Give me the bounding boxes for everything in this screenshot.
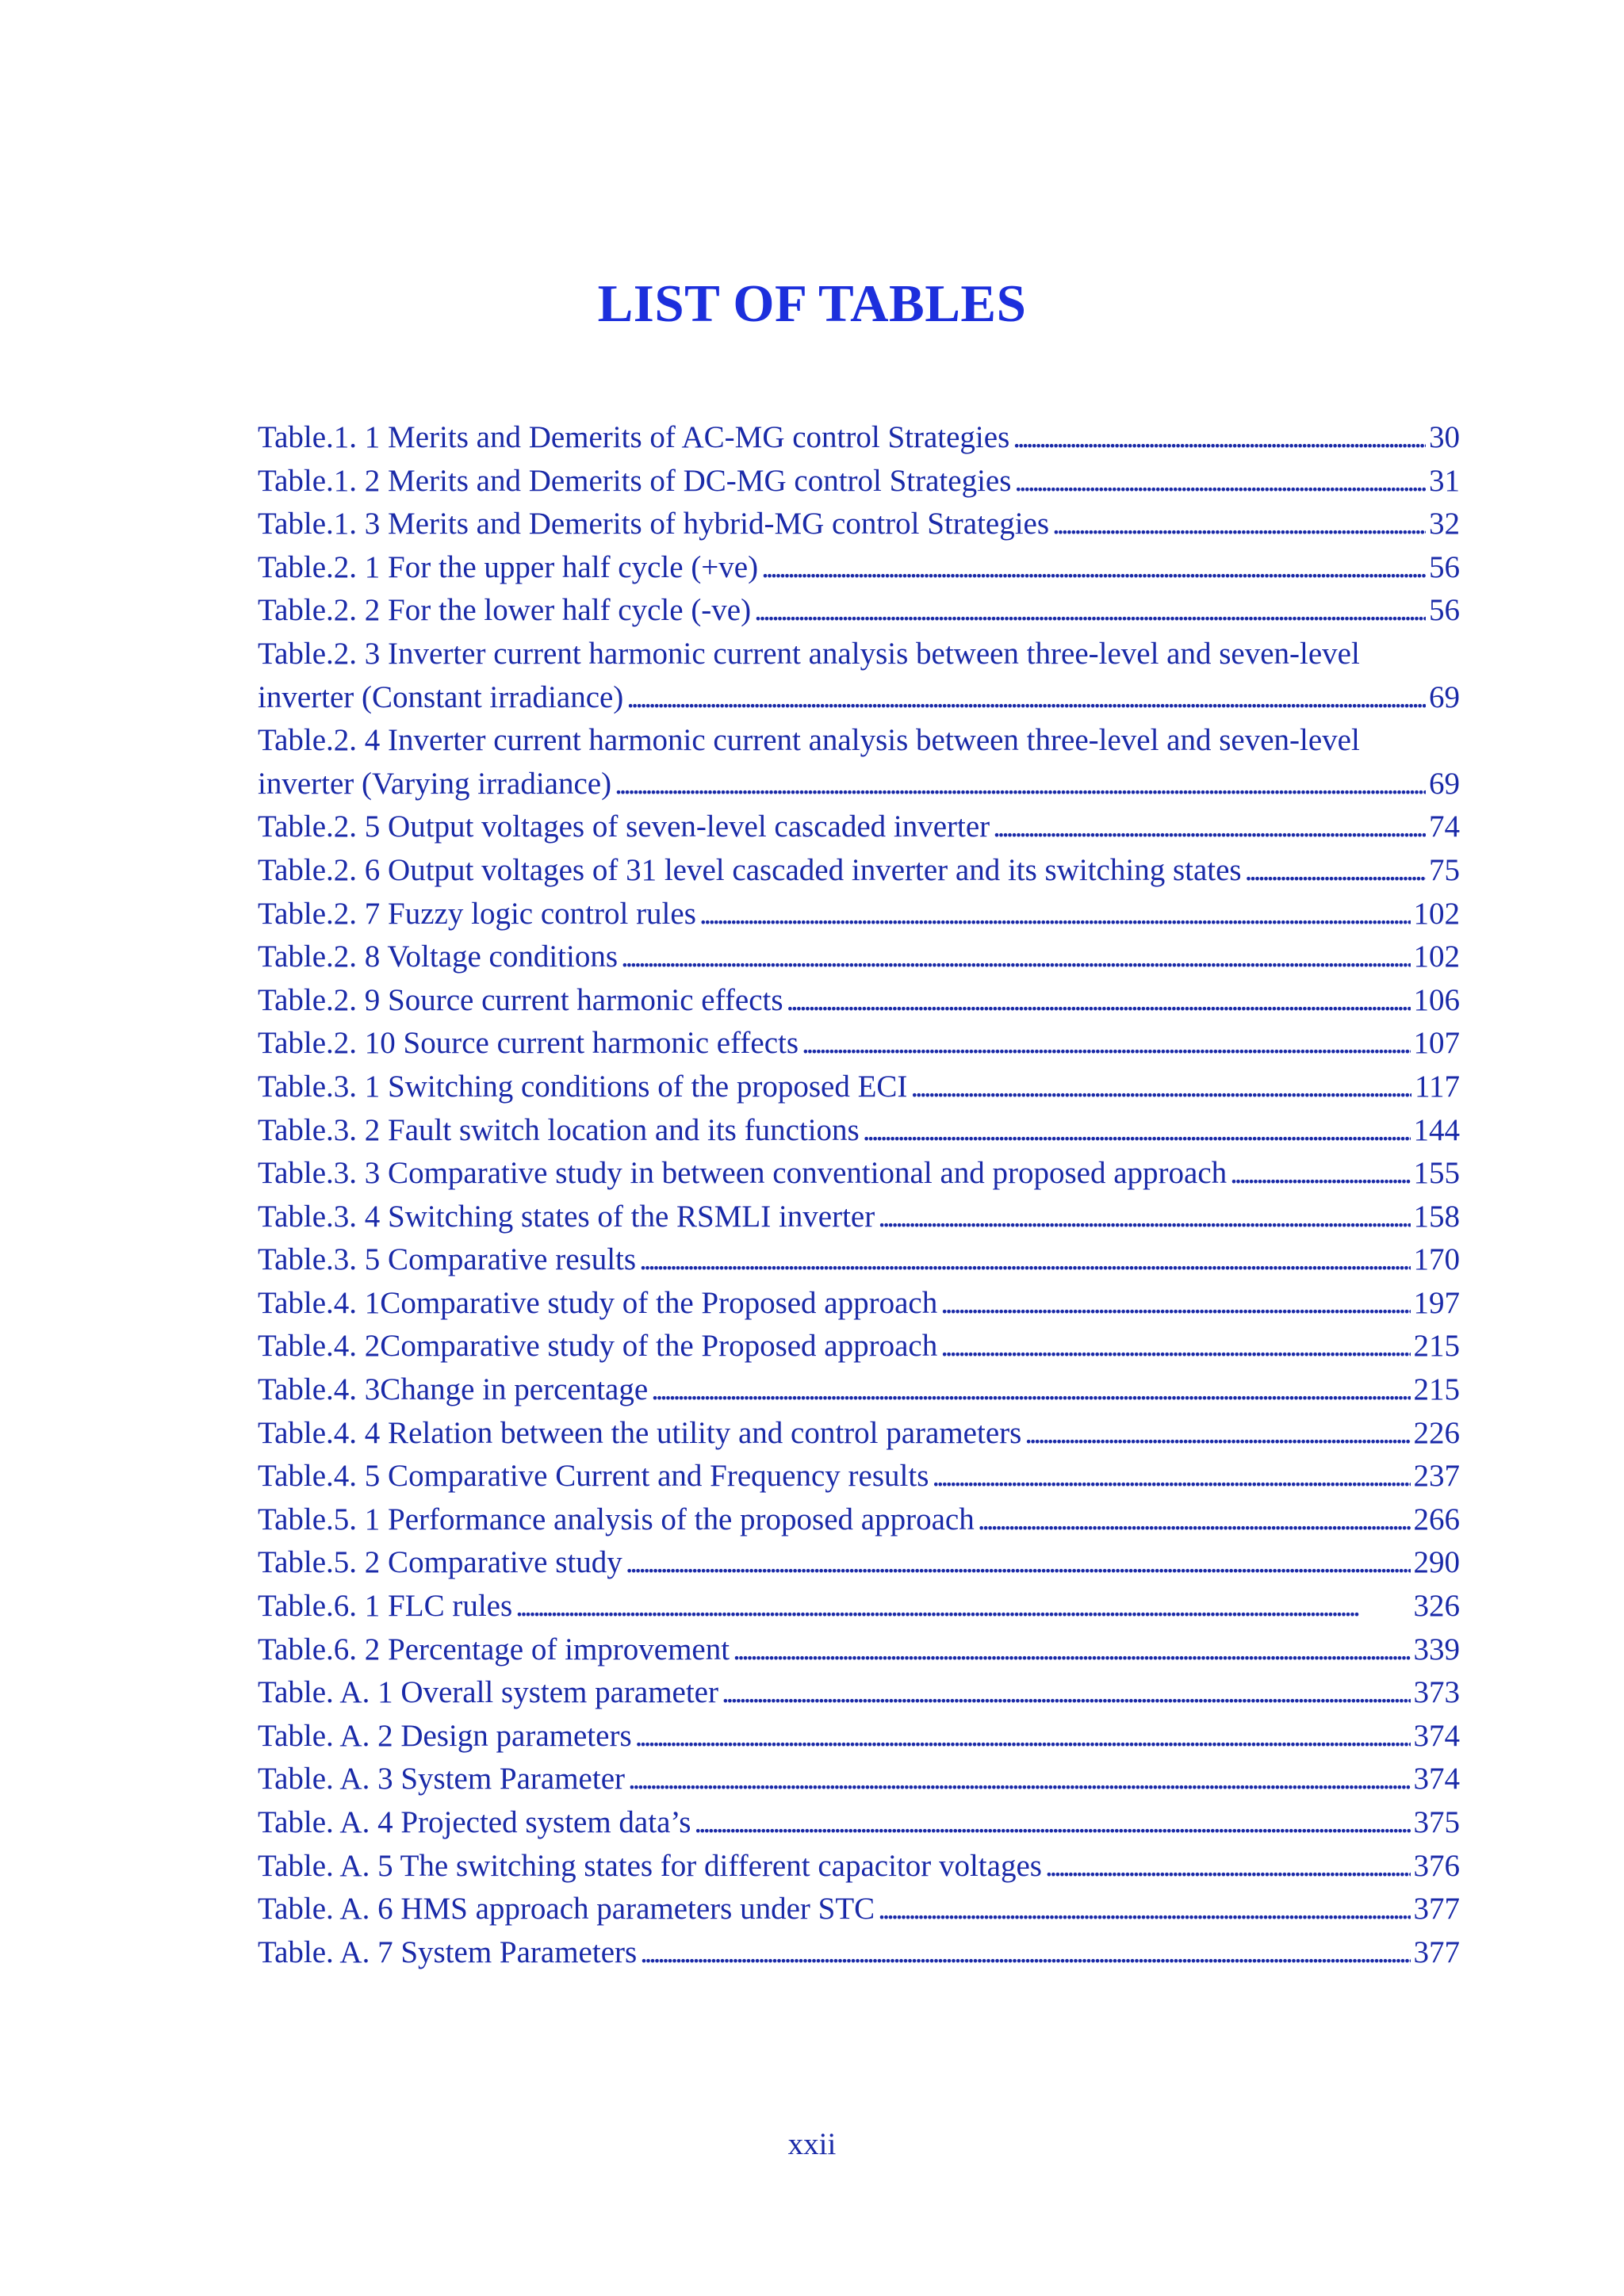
toc-entry[interactable] [258, 416, 1460, 460]
toc-entry-label: Table.2. 6 Output voltages of 31 level cascaded inverter and its switching states [258, 852, 1242, 887]
toc-entry-row [258, 1845, 1460, 1888]
toc-entry-page: 74 [1429, 809, 1460, 844]
toc-entry[interactable] [258, 1455, 1460, 1498]
toc-entry-page: 75 [1429, 852, 1460, 887]
toc-entry-label: Table. A. 5 The switching states for different capacitor voltages [258, 1848, 1042, 1883]
toc-entry[interactable] [258, 1541, 1460, 1585]
toc-entry-label: Table. A. 2 Design parameters [258, 1718, 632, 1753]
toc-entry[interactable] [258, 1671, 1460, 1715]
toc-entry-label-line1: Table.2. 4 Inverter current harmonic current analysis between three-level and seven-level [258, 723, 1360, 758]
toc-entry-row [258, 1628, 1460, 1672]
dot-leader [722, 1671, 1411, 1715]
toc-entry[interactable] [258, 1585, 1460, 1628]
toc-entry-label: Table.6. 1 FLC rules [258, 1589, 513, 1624]
toc-entry-row [258, 1931, 1460, 1975]
toc-entry-label: Table.3. 4 Switching states of the RSMLI inverter [258, 1199, 875, 1234]
toc-entry-row [258, 1022, 1460, 1066]
toc-entry[interactable] [258, 849, 1460, 893]
dot-leader [863, 1109, 1411, 1153]
dot-leader [639, 1238, 1410, 1282]
toc-entry-row [258, 1412, 1460, 1456]
toc-entry-row [258, 979, 1460, 1023]
toc-entry[interactable] [258, 460, 1460, 503]
toc-entry-page: 375 [1413, 1805, 1460, 1839]
dot-leader [1025, 1412, 1410, 1456]
toc-entry-label: Table.2. 10 Source current harmonic effects [258, 1026, 799, 1061]
dot-leader [940, 1325, 1410, 1368]
toc-entry-label: Table. A. 6 HMS approach parameters under STC [258, 1892, 875, 1927]
toc-entry-row [258, 1541, 1460, 1585]
toc-entry-row [258, 1498, 1460, 1542]
dot-leader [621, 936, 1410, 979]
toc-entry-label: Table.3. 3 Comparative study in between conventional and proposed approach [258, 1156, 1228, 1191]
toc-entry-row [258, 1455, 1460, 1498]
toc-entry-label: Table.6. 2 Percentage of improvement [258, 1632, 730, 1667]
toc-entry[interactable] [258, 1066, 1460, 1109]
toc-entry-label: Table.4. 4 Relation between the utility and control parameters [258, 1415, 1022, 1450]
dot-leader [1230, 1152, 1410, 1196]
toc-entry-page: 69 [1429, 766, 1460, 801]
toc-entry[interactable] [258, 893, 1460, 936]
toc-entry-page: 30 [1429, 420, 1460, 454]
toc-entry-row [258, 1368, 1460, 1412]
toc-entry[interactable] [258, 633, 1460, 719]
toc-entry-label: Table.5. 1 Performance analysis of the proposed approach [258, 1502, 975, 1536]
toc-entry-label: Table.1. 3 Merits and Demerits of hybrid-MG control Strategies [258, 507, 1050, 541]
toc-entry[interactable] [258, 1845, 1460, 1888]
toc-entry[interactable] [258, 1282, 1460, 1326]
toc-entry-label: Table.2. 2 For the lower half cycle (-ve) [258, 593, 752, 628]
toc-entry-row [258, 546, 1460, 590]
toc-entry[interactable] [258, 1628, 1460, 1672]
toc-entry-row [258, 893, 1460, 936]
toc-entry-page: 376 [1413, 1848, 1460, 1883]
toc-entry-label: Table.2. 9 Source current harmonic effects [258, 982, 783, 1017]
toc-entry-page: 69 [1429, 679, 1460, 714]
toc-entry-label: Table.3. 2 Fault switch location and its functions [258, 1112, 860, 1147]
dot-leader [1245, 849, 1426, 893]
dot-leader [878, 1888, 1410, 1931]
dot-leader [615, 763, 1426, 806]
dot-leader [1052, 503, 1426, 546]
toc-entry-label: Table.2. 1 For the upper half cycle (+ve) [258, 549, 759, 584]
toc-entry-page: 117 [1414, 1069, 1460, 1104]
toc-entry[interactable] [258, 1109, 1460, 1153]
toc-entry-label: Table.4. 5 Comparative Current and Frequency results [258, 1459, 929, 1494]
toc-entry-row [258, 676, 1460, 720]
dot-leader [932, 1455, 1410, 1498]
toc-entry-label: Table. A. 7 System Parameters [258, 1934, 638, 1969]
toc-entry-label: Table.4. 2Comparative study of the Proposed approach [258, 1329, 938, 1364]
toc-entry-row [258, 1888, 1460, 1931]
toc-entry-page: 237 [1413, 1459, 1460, 1494]
toc-entry-label: Table. A. 3 System Parameter [258, 1762, 625, 1797]
toc-entry-label: Table.2. 5 Output voltages of seven-level cascaded inverter [258, 809, 990, 844]
toc-entry[interactable] [258, 589, 1460, 633]
list-of-tables [258, 416, 1460, 1974]
toc-entry-label: Table.2. 7 Fuzzy logic control rules [258, 896, 696, 931]
toc-entry-page: 374 [1413, 1718, 1460, 1753]
toc-entry-page: 31 [1429, 463, 1460, 498]
toc-entry-page: 32 [1429, 507, 1460, 541]
toc-entry-row [258, 1671, 1460, 1715]
toc-entry[interactable] [258, 1498, 1460, 1542]
dot-leader [802, 1022, 1410, 1066]
toc-entry[interactable] [258, 1801, 1460, 1845]
dot-leader [878, 1196, 1410, 1239]
toc-entry-page: 290 [1413, 1545, 1460, 1580]
dot-leader [978, 1498, 1411, 1542]
toc-entry-page: 170 [1413, 1242, 1460, 1277]
toc-entry-label: Table. A. 4 Projected system data’s [258, 1805, 691, 1839]
toc-entry[interactable] [258, 1022, 1460, 1066]
dot-leader [787, 979, 1411, 1023]
toc-entry-page: 56 [1429, 549, 1460, 584]
toc-entry-page: 102 [1413, 939, 1460, 974]
toc-entry[interactable] [258, 719, 1460, 806]
toc-entry-row [258, 460, 1460, 503]
toc-entry-page: 215 [1413, 1329, 1460, 1364]
dot-leader [733, 1628, 1410, 1672]
dot-leader [626, 1541, 1411, 1585]
toc-entry-row [258, 936, 1460, 979]
toc-entry-row [258, 1585, 1460, 1628]
page-title: LIST OF TABLES [597, 274, 1027, 333]
toc-entry[interactable] [258, 1238, 1460, 1282]
toc-entry-label: Table.1. 2 Merits and Demerits of DC-MG control Strategies [258, 463, 1012, 498]
toc-entry-page: 266 [1413, 1502, 1460, 1536]
page-number: xxii [787, 2127, 837, 2161]
toc-entry-page: 374 [1413, 1762, 1460, 1797]
toc-entry-row [258, 1066, 1460, 1109]
toc-entry-label: Table.4. 1Comparative study of the Proposed approach [258, 1285, 938, 1320]
toc-entry-row [258, 1801, 1460, 1845]
toc-entry-page: 215 [1413, 1372, 1460, 1407]
dot-leader [1013, 416, 1426, 460]
toc-entry-page: 106 [1413, 982, 1460, 1017]
toc-entry-page: 377 [1413, 1892, 1460, 1927]
toc-entry[interactable] [258, 1715, 1460, 1758]
dot-leader [993, 806, 1426, 849]
dot-leader [940, 1282, 1410, 1326]
dot-leader [626, 676, 1426, 720]
dot-leader [754, 589, 1426, 633]
toc-entry-row [258, 1758, 1460, 1801]
toc-entry-page: 158 [1413, 1199, 1460, 1234]
toc-entry-label: Table. A. 1 Overall system parameter [258, 1675, 718, 1710]
toc-entry-page: 226 [1413, 1415, 1460, 1450]
toc-entry-row [258, 1325, 1460, 1368]
toc-entry[interactable] [258, 1412, 1460, 1456]
dot-leader [515, 1585, 1410, 1628]
toc-entry-row [258, 1282, 1460, 1326]
dot-leader [910, 1066, 1411, 1109]
toc-entry-label: Table.2. 8 Voltage conditions [258, 939, 619, 974]
toc-entry-page: 102 [1413, 896, 1460, 931]
toc-entry[interactable] [258, 1931, 1460, 1975]
toc-entry-page: 56 [1429, 593, 1460, 628]
toc-entry[interactable] [258, 1152, 1460, 1196]
toc-entry-label: Table.5. 2 Comparative study [258, 1545, 622, 1580]
dot-leader [699, 893, 1411, 936]
toc-entry-row [258, 1152, 1460, 1196]
dot-leader [635, 1715, 1411, 1758]
toc-entry-page: 339 [1413, 1632, 1460, 1667]
toc-entry[interactable] [258, 546, 1460, 590]
toc-entry-row [258, 589, 1460, 633]
toc-entry[interactable] [258, 1888, 1460, 1931]
toc-entry-row [258, 503, 1460, 546]
toc-entry-label: inverter (Constant irradiance) [258, 679, 624, 714]
toc-entry[interactable] [258, 1196, 1460, 1239]
toc-entry[interactable] [258, 979, 1460, 1023]
toc-entry-label-line1: Table.2. 3 Inverter current harmonic current analysis between three-level and seven-level [258, 636, 1360, 671]
toc-entry-page: 326 [1413, 1589, 1460, 1624]
toc-entry[interactable] [258, 936, 1460, 979]
dot-leader [651, 1368, 1410, 1412]
toc-entry-row [258, 806, 1460, 849]
dot-leader [640, 1931, 1410, 1975]
toc-entry-row [258, 1109, 1460, 1153]
toc-entry-page: 373 [1413, 1675, 1460, 1710]
toc-entry-page: 107 [1413, 1026, 1460, 1061]
toc-entry-label: inverter (Varying irradiance) [258, 766, 612, 801]
toc-entry-label: Table.3. 5 Comparative results [258, 1242, 637, 1277]
dot-leader [1045, 1845, 1411, 1888]
dot-leader [628, 1758, 1411, 1801]
toc-entry[interactable] [258, 1758, 1460, 1801]
toc-entry[interactable] [258, 1368, 1460, 1412]
toc-entry-label: Table.1. 1 Merits and Demerits of AC-MG control Strategies [258, 420, 1010, 454]
toc-entry-row [258, 416, 1460, 460]
toc-entry-page: 377 [1413, 1934, 1460, 1969]
toc-entry-row [258, 849, 1460, 893]
toc-entry-row [258, 763, 1460, 806]
toc-entry-label: Table.3. 1 Switching conditions of the proposed ECI [258, 1069, 908, 1104]
toc-entry-row [258, 1238, 1460, 1282]
dot-leader [1014, 460, 1426, 503]
dot-leader [761, 546, 1426, 590]
dot-leader [694, 1801, 1410, 1845]
toc-entry-row [258, 1196, 1460, 1239]
toc-entry[interactable] [258, 1325, 1460, 1368]
toc-entry-page: 144 [1413, 1112, 1460, 1147]
toc-entry-page: 197 [1413, 1285, 1460, 1320]
toc-entry-label: Table.4. 3Change in percentage [258, 1372, 649, 1407]
toc-entry-page: 155 [1413, 1156, 1460, 1191]
toc-entry-row [258, 1715, 1460, 1758]
toc-entry[interactable] [258, 503, 1460, 546]
toc-entry[interactable] [258, 806, 1460, 849]
